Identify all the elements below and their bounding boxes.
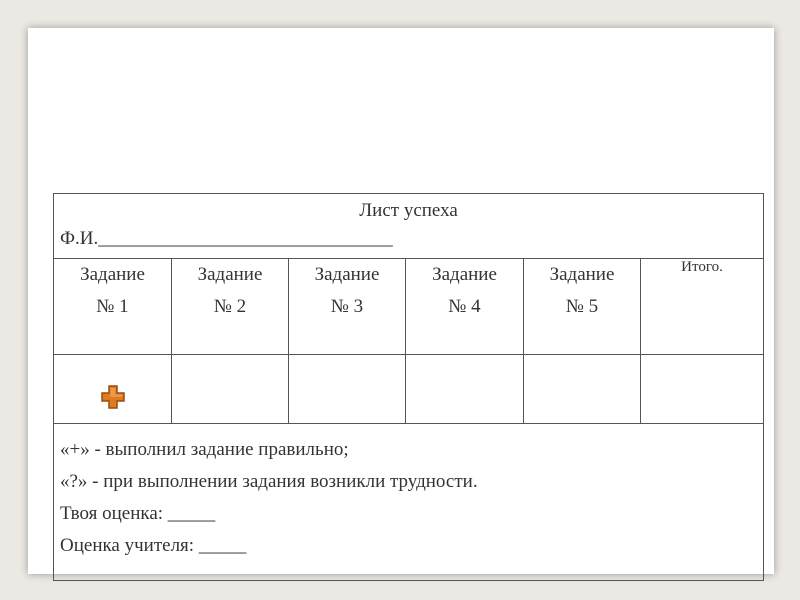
teacher-grade-line: Оценка учителя: _____ (60, 535, 247, 556)
success-sheet-table (53, 193, 764, 581)
task-header-2 (172, 259, 289, 355)
task-number: № 1 (96, 296, 129, 317)
name-field-label: Ф.И._______________________________ (60, 228, 393, 249)
legend-question: «?» - при выполнении задания возникли трудности. (60, 471, 478, 492)
sheet-title: Лист успеха (359, 200, 458, 221)
task-number: № 4 (448, 296, 481, 317)
mark-cell-4[interactable] (406, 355, 524, 424)
task-header-4 (406, 259, 524, 355)
task-header-1 (54, 259, 172, 355)
task-header-3 (289, 259, 406, 355)
total-label: Итого. (681, 259, 723, 275)
total-header (641, 259, 764, 355)
task-label: Задание (197, 264, 263, 285)
slide (28, 28, 774, 574)
mark-cell-5[interactable] (524, 355, 641, 424)
task-header-5 (524, 259, 641, 355)
plus-icon (101, 385, 125, 409)
task-number: № 5 (565, 296, 599, 317)
self-grade-line: Твоя оценка: _____ (60, 503, 216, 524)
mark-cell-total[interactable] (641, 355, 764, 424)
mark-cell-1[interactable] (54, 355, 172, 424)
legend-plus: «+» - выполнил задание правильно; (60, 439, 349, 460)
mark-cell-3[interactable] (289, 355, 406, 424)
sheet-header-cell (54, 194, 764, 259)
legend-cell (54, 424, 764, 581)
task-label: Задание (80, 264, 145, 285)
task-label: Задание (314, 264, 380, 285)
task-number: № 3 (330, 296, 364, 317)
task-label: Задание (549, 264, 615, 285)
task-label: Задание (432, 264, 497, 285)
task-number: № 2 (213, 296, 247, 317)
mark-cell-2[interactable] (172, 355, 289, 424)
